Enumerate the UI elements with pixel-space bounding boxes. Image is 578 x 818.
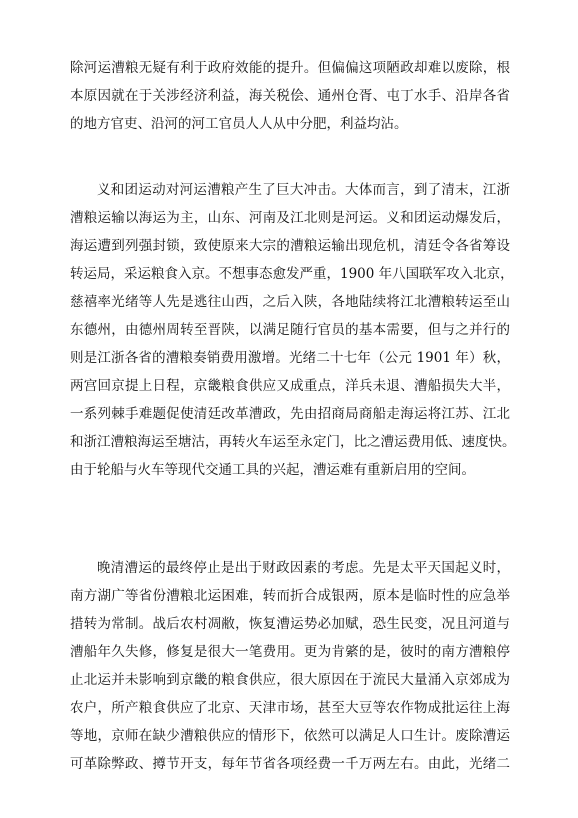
paragraph-3 (70, 554, 510, 778)
text-line: 的地方官吏、沿河的河工官员人人从中分肥，利益均沾。 (70, 116, 408, 132)
text-line: 两宫回京提上日程，京畿粮食供应又成重点，洋兵未退、漕船损失大半， (70, 378, 510, 394)
text-line: 漕船年久失修，修复是很大一笔费用。更为肯綮的是，彼时的南方漕粮停 (70, 644, 510, 660)
text-line: 慈禧率光绪等人先是逃往山西，之后入陕，各地陆续将江北漕粮转运至山 (70, 294, 510, 310)
text-line: 等地，京师在缺少漕粮供应的情形下，依然可以满足人口生计。废除漕运 (70, 728, 510, 744)
text-line: 由于轮船与火车等现代交通工具的兴起，漕运难有重新启用的空间。 (70, 462, 475, 478)
text-line: 东德州，由德州周转至晋陕，以满足随行官员的基本需要，但与之并行的 (70, 322, 510, 338)
text-line: 晚清漕运的最终停止是出于财政因素的考虑。先是太平天国起义时， (97, 560, 510, 576)
text-line: 农户，所产粮食供应了北京、天津市场，甚至大豆等农作物成批运往上海 (70, 700, 510, 716)
text-line: 可革除弊政、撙节开支，每年节省各项经费一千万两左右。由此，光绪二 (70, 756, 510, 772)
text-line: 则是江浙各省的漕粮奏销费用激增。光绪二十七年（公元 1901 年）秋， (70, 350, 510, 366)
text-line: 本原因就在于关涉经济利益，海关税侩、通州仓胥、屯丁水手、沿岸各省 (70, 88, 510, 104)
text-line: 漕粮运输以海运为主，山东、河南及江北则是河运。义和团运动爆发后， (70, 210, 510, 226)
text-line: 措转为常制。战后农村凋敝，恢复漕运势必加赋，恐生民变，况且河道与 (70, 616, 510, 632)
text-line: 南方湖广等省份漕粮北运困难，转而折合成银两，原本是临时性的应急举 (70, 588, 510, 604)
text-line: 转运局，采运粮食入京。不想事态愈发严重，1900 年八国联军攻入北京， (70, 266, 514, 282)
paragraph-1 (70, 54, 510, 138)
text-line: 和浙江漕粮海运至塘沽，再转火车运至永定门，比之漕运费用低、速度快。 (70, 434, 516, 450)
text-line: 海运遭到列强封锁，致使原来大宗的漕粮运输出现危机，清廷令各省筹设 (70, 238, 510, 254)
text-line: 义和团运动对河运漕粮产生了巨大冲击。大体而言，到了清末，江浙 (97, 182, 510, 198)
text-line: 一系列棘手难题促使清廷改革漕政，先由招商局商船走海运将江苏、江北 (70, 406, 510, 422)
paragraph-2 (70, 176, 516, 484)
text-line: 除河运漕粮无疑有利于政府效能的提升。但偏偏这项陋政却难以废除，根 (70, 60, 510, 76)
text-line: 止北运并未影响到京畿的粮食供应，很大原因在于流民大量涌入京郊成为 (70, 672, 510, 688)
